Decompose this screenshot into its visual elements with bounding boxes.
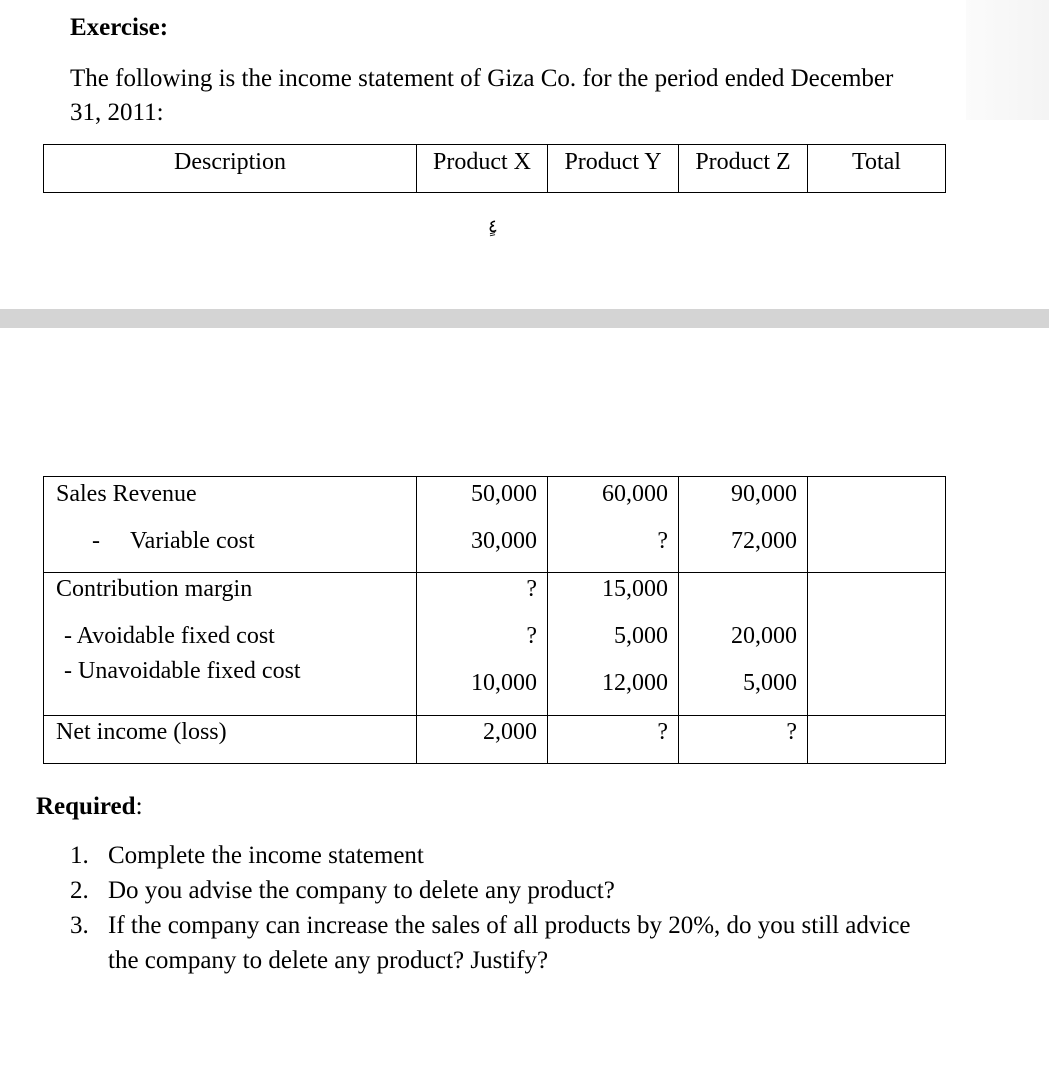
variable-y: ? xyxy=(657,528,668,554)
requirement-text: If the company can increase the sales of all products by 20%, do you still advice the company to delete any product? Justify? xyxy=(108,912,911,974)
cm-total-cell xyxy=(808,573,946,716)
net-x-cell xyxy=(417,716,548,764)
cm-x: ? xyxy=(526,576,537,602)
requirement-item xyxy=(70,873,930,908)
variable-z: 72,000 xyxy=(731,528,797,554)
sales-revenue-label: Sales Revenue xyxy=(56,481,197,507)
cm-y-cell xyxy=(548,573,679,716)
contribution-margin-label: Contribution margin xyxy=(56,576,253,602)
required-heading xyxy=(36,793,143,821)
row-sales-label-cell xyxy=(44,477,417,573)
requirement-number: 3. xyxy=(70,912,89,939)
unavoidable-y: 12,000 xyxy=(602,670,668,696)
avoidable-z: 20,000 xyxy=(731,623,797,649)
variable-x: 30,000 xyxy=(471,528,537,554)
net-x: 2,000 xyxy=(483,719,537,745)
header-product-z: Product Z xyxy=(679,145,808,193)
net-z-cell xyxy=(679,716,808,764)
cm-z-cell xyxy=(679,573,808,716)
net-y: ? xyxy=(657,719,668,745)
sales-z-cell xyxy=(679,477,808,573)
corner-shade xyxy=(966,0,1049,120)
sales-y-cell xyxy=(548,477,679,573)
unavoidable-z: 5,000 xyxy=(743,670,797,696)
header-description: Description xyxy=(44,145,417,193)
exercise-intro xyxy=(70,62,970,130)
row-cm-label-cell xyxy=(44,573,417,716)
requirement-number: 1. xyxy=(70,842,89,869)
page-divider xyxy=(0,309,1049,328)
income-statement-table xyxy=(43,476,946,764)
requirement-number: 2. xyxy=(70,877,89,904)
unavoidable-x: 10,000 xyxy=(471,670,537,696)
sales-z: 90,000 xyxy=(731,481,797,507)
variable-cost-dash: - xyxy=(92,528,100,554)
stray-mark: ٍ٤ xyxy=(488,216,498,236)
header-product-x: Product X xyxy=(417,145,548,193)
avoidable-fixed-cost-label: - Avoidable fixed cost xyxy=(64,623,275,649)
exercise-title: Exercise: xyxy=(70,14,169,41)
avoidable-y: 5,000 xyxy=(614,623,668,649)
requirements-list xyxy=(70,838,930,978)
net-total-cell xyxy=(808,716,946,764)
unavoidable-fixed-cost-label: - Unavoidable fixed cost xyxy=(64,658,301,684)
requirement-item xyxy=(70,908,930,978)
net-y-cell xyxy=(548,716,679,764)
sales-x: 50,000 xyxy=(471,481,537,507)
net-z: ? xyxy=(786,719,797,745)
cm-x-cell xyxy=(417,573,548,716)
avoidable-x: ? xyxy=(526,623,537,649)
header-product-y: Product Y xyxy=(548,145,679,193)
variable-cost-label: Variable cost xyxy=(130,528,255,554)
cm-y: 15,000 xyxy=(602,576,668,602)
header-table xyxy=(43,144,946,193)
requirement-text: Do you advise the company to delete any product? xyxy=(108,877,615,904)
intro-line-1: The following is the income statement of Giza Co. for the period ended December xyxy=(70,65,894,92)
intro-line-2: 31, 2011: xyxy=(70,99,164,126)
required-label: Required xyxy=(36,793,136,820)
sales-x-cell xyxy=(417,477,548,573)
required-colon: : xyxy=(135,793,143,820)
requirement-text: Complete the income statement xyxy=(108,842,424,869)
requirement-item xyxy=(70,838,930,873)
header-total: Total xyxy=(808,145,946,193)
row-net-label-cell xyxy=(44,716,417,764)
sales-total-cell xyxy=(808,477,946,573)
sales-y: 60,000 xyxy=(602,481,668,507)
net-income-label: Net income (loss) xyxy=(56,719,227,745)
